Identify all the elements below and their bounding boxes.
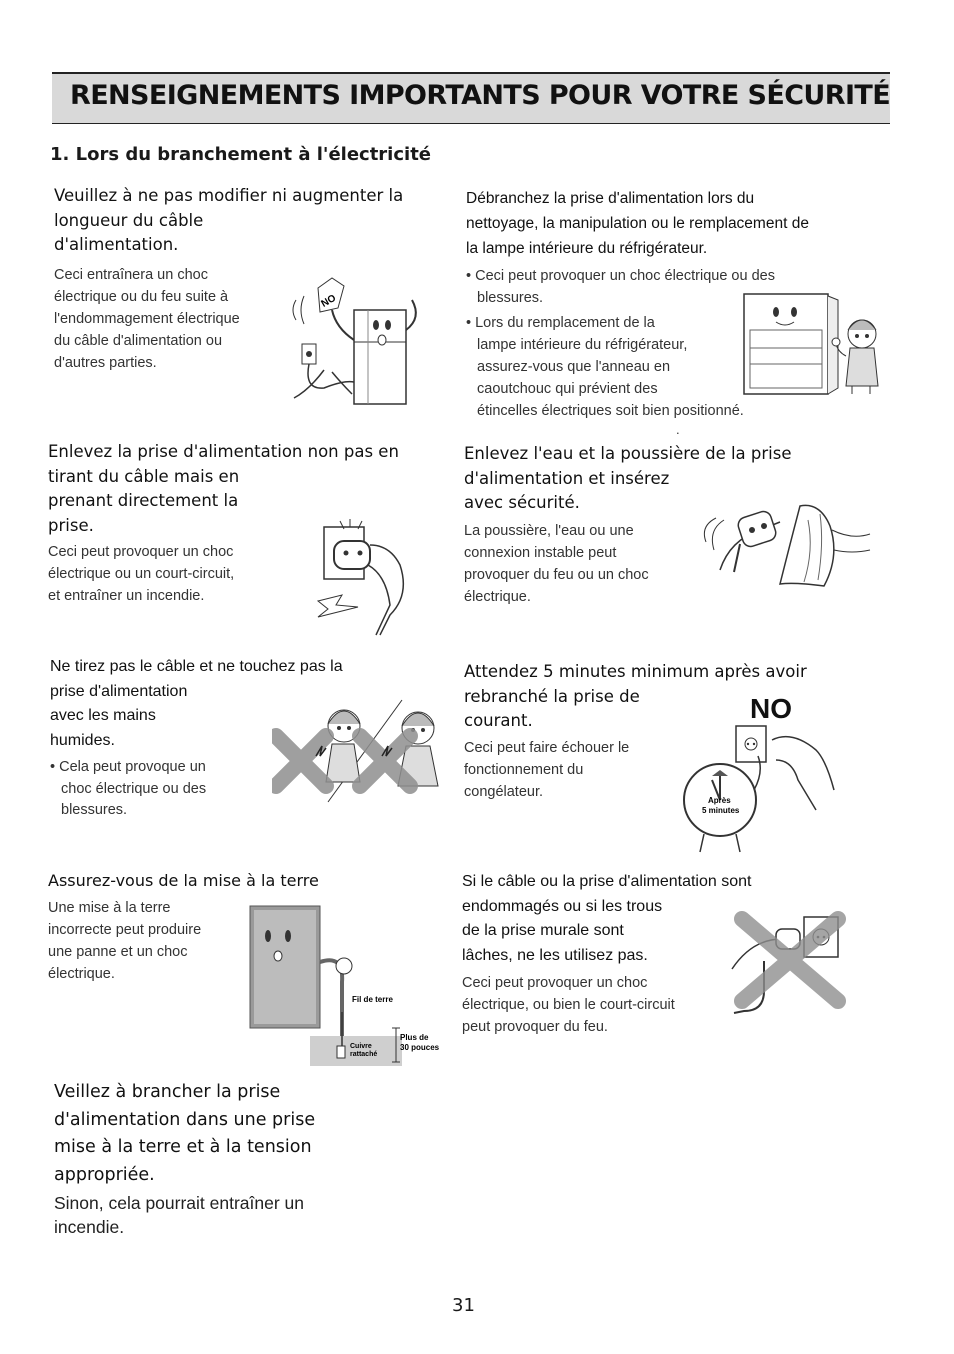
body-line: congélateur. (464, 783, 544, 800)
body-line: Ceci peut provoquer un choc (48, 544, 234, 560)
page-title-bar (52, 72, 890, 124)
hand-pulling-plug-illustration (310, 515, 415, 640)
body-line: peut provoquer du feu. (462, 1019, 608, 1035)
grounding-heading (48, 869, 428, 893)
heading-line: tirant du câble mais en (48, 466, 240, 486)
fridge-no-extension-illustration (284, 270, 434, 410)
bullet-line: étincelles électriques soit bien positionné. (477, 403, 744, 419)
wet-hands-children-illustration (272, 696, 452, 806)
heading-line: avec les mains (50, 707, 156, 724)
fridge-lamp-child-illustration (740, 290, 890, 396)
section-title: 1. Lors du branchement à l'électricité (50, 144, 432, 165)
body-line: La poussière, l'eau ou une (464, 522, 634, 539)
heading-line: longueur du câble (54, 210, 204, 230)
body-line: une panne et un choc (48, 944, 188, 960)
heading-line: courant. (464, 711, 533, 730)
heading-line: nettoyage, la manipulation ou le remplacement de (466, 215, 809, 232)
heading-line: prise. (48, 515, 94, 535)
bullet-line: blessures. (477, 290, 544, 306)
bullet-line: • Ceci peut provoquer un choc électrique ou des (466, 268, 775, 284)
heading-line: d'alimentation dans une prise (54, 1109, 316, 1130)
heading-line: mise à la terre et à la tension (54, 1137, 312, 1157)
body-line: fonctionnement du (464, 761, 584, 778)
bullet-line: assurez-vous que l'anneau en (477, 359, 671, 375)
body-line: électrique. (464, 588, 531, 605)
bullet-line: • Cela peut provoque un (50, 759, 206, 775)
proper-outlet-body (54, 1191, 454, 1239)
no-text: NO (750, 693, 792, 724)
body-line: Sinon, cela pourrait entraîner un (54, 1193, 305, 1213)
heading-line: Assurez-vous de la mise à la terre (48, 871, 319, 890)
heading-line: prenant directement la (48, 491, 239, 510)
clock-outlet-illustration (676, 690, 836, 855)
label-depth-1: Plus de (400, 1033, 429, 1042)
body-line: électrique ou du feu suite à (54, 288, 229, 305)
page-number: 31 (452, 1295, 475, 1316)
proper-outlet-heading (54, 1079, 454, 1189)
heading-line: Veuillez à ne pas modifier ni augmenter la (54, 186, 404, 205)
heading-line: Si le câble ou la prise d'alimentation sont (462, 873, 752, 890)
heading-line: d'alimentation. (54, 235, 179, 254)
cable-length-heading (54, 184, 434, 258)
clock-label-apres: Après (708, 796, 731, 805)
heading-line: appropriée. (54, 1164, 155, 1185)
wiping-plug-illustration (700, 500, 875, 590)
body-line: incendie. (54, 1217, 125, 1237)
no-sign-text: NO (319, 292, 339, 310)
body-line: incorrecte peut produire (48, 922, 202, 938)
label-ground-wire: Fil de terre (352, 995, 393, 1004)
heading-line: Attendez 5 minutes minimum après avoir (464, 662, 807, 681)
heading-line: la lampe intérieure du réfrigérateur. (466, 240, 708, 257)
label-depth-2: 30 pouces (400, 1043, 440, 1052)
body-line: du câble d'alimentation ou (54, 332, 223, 349)
body-line: Ceci peut provoquer un choc (462, 975, 648, 991)
damaged-plug-illustration (728, 905, 854, 1021)
heading-line: d'alimentation et insérez (464, 468, 670, 488)
bullet-line: • Lors du remplacement de la (466, 315, 655, 331)
body-line: Ceci peut faire échouer le (464, 739, 630, 756)
proper-outlet-block (54, 1079, 454, 1239)
heading-line: de la prise murale sont (462, 922, 624, 939)
label-copper-1: Cuivre (350, 1043, 372, 1050)
body-line: et entraîner un incendie. (48, 588, 205, 604)
label-copper-2: rattaché (350, 1051, 378, 1058)
body-line: d'autres parties. (54, 354, 157, 371)
heading-line: endommagés ou si les trous (462, 897, 663, 915)
page-title: RENSEIGNEMENTS IMPORTANTS POUR VOTRE SÉCURITÉ (70, 80, 891, 111)
bullet-line: lampe intérieure du réfrigérateur, (477, 337, 688, 353)
clock-label-minutes: 5 minutes (702, 806, 740, 815)
heading-line: rebranché la prise de (464, 686, 640, 706)
unplug-cleaning-heading (466, 186, 866, 261)
body-line: électrique, ou bien le court-circuit (462, 997, 675, 1013)
body-line: provoquer du feu ou un choc (464, 566, 649, 583)
heading-line: prise d'alimentation (50, 682, 188, 700)
body-line: Une mise à la terre (48, 900, 171, 916)
body-line: électrique. (48, 966, 115, 982)
body-line: l'endommagement électrique (54, 310, 240, 327)
heading-line: Veillez à brancher la prise (54, 1082, 281, 1102)
body-line: connexion instable peut (464, 544, 617, 561)
stray-dot: . (676, 422, 680, 437)
bullet-line: blessures. (61, 802, 128, 818)
heading-line: humides. (50, 731, 115, 749)
heading-line: lâches, ne les utilisez pas. (462, 946, 648, 964)
body-line: électrique ou un court-circuit, (48, 566, 235, 582)
bullet-line: caoutchouc qui prévient des (477, 381, 658, 397)
heading-line: Ne tirez pas le câble et ne touchez pas la (50, 658, 343, 675)
heading-line: Débranchez la prise d'alimentation lors du (466, 190, 755, 207)
bullet-line: choc électrique ou des (61, 780, 207, 797)
heading-line: Enlevez la prise d'alimentation non pas en (48, 442, 399, 461)
heading-line: Enlevez l'eau et la poussière de la prise (464, 444, 792, 463)
grounding-diagram (248, 902, 448, 1068)
body-line: Ceci entraînera un choc (54, 266, 208, 283)
heading-line: avec sécurité. (464, 493, 580, 512)
